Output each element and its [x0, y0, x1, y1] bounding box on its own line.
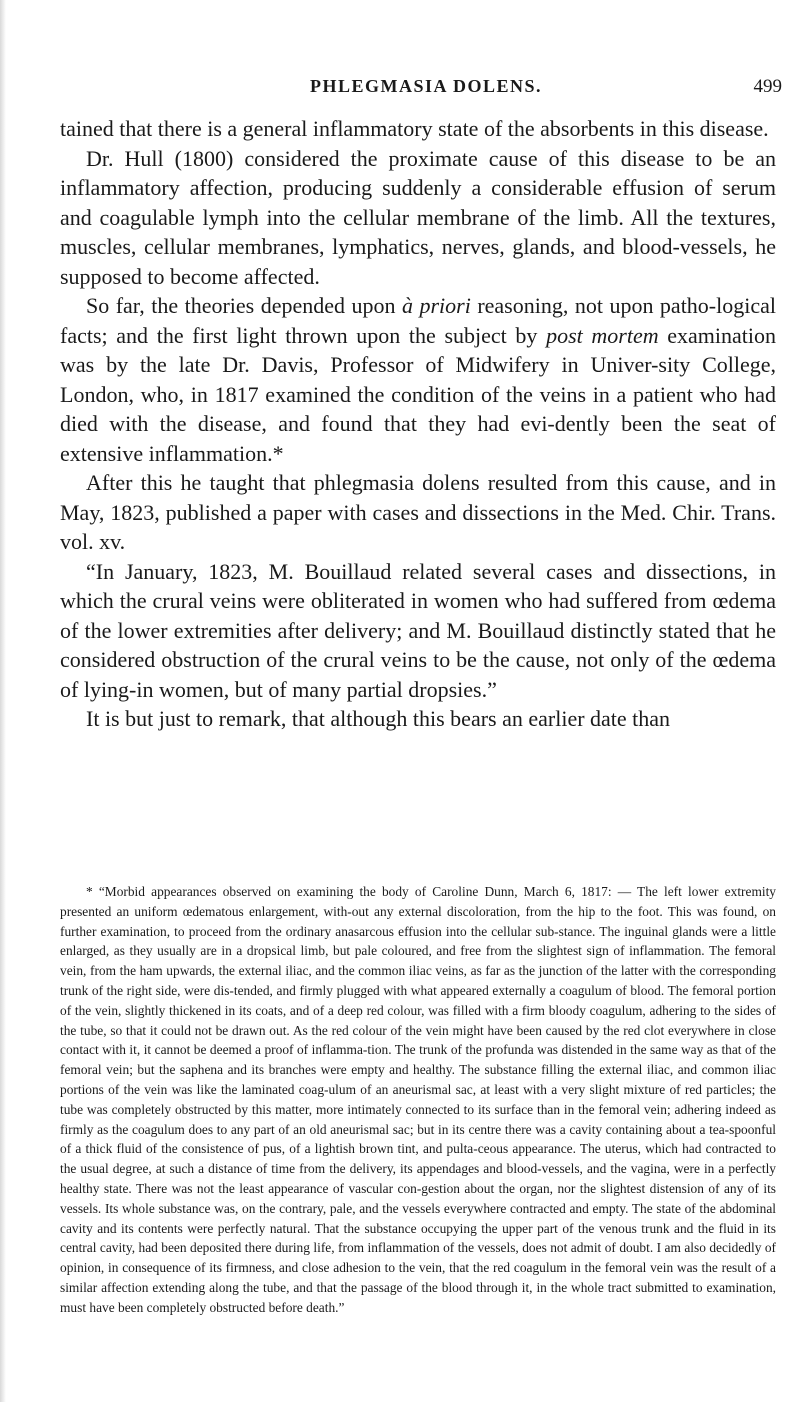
- running-head: [70, 76, 782, 102]
- paragraph-3-part-c: examination was by the late Dr. Davis, Professor of Midwifery in Univer-sity College, London, who, in 1817 examined the condition of the veins in a patient who had died with the disease, and found that they had evi-dently been the seat of extensive inflammation.*: [60, 322, 777, 466]
- paragraph-4: After this he taught that phlegmasia dolens resulted from this cause, and in May, 1823, published a paper with cases and dissections in the Med. Chir. Trans. vol. xv.: [60, 470, 776, 554]
- paragraph-3-part-b: reasoning, not upon patho-logical facts; and the first light thrown upon the subject by: [60, 293, 776, 348]
- paragraph-3-part-a: So far, the theories depended upon: [86, 293, 402, 318]
- paragraph-1: tained that there is a general inflammatory state of the absorbents in this disease.: [60, 116, 769, 141]
- running-title: PHLEGMASIA DOLENS.: [309, 76, 543, 96]
- paragraph-6: It is but just to remark, that although this bears an earlier date than: [86, 706, 671, 731]
- post-mortem-italic: post mortem: [546, 322, 659, 348]
- paragraph-2: Dr. Hull (1800) considered the proximate cause of this disease to be an inflammatory affection, producing suddenly a considerable effusion of serum and coagulable lymph into the cellular membrane of the limb. All the textures, muscles, cellular membranes, lymphatics, nerves, glands, and blood-vessels, he supposed to become affected.: [60, 145, 776, 289]
- paragraph-5: “In January, 1823, M. Bouillaud related several cases and dissections, in which the crural veins were obliterated in women who had suffered from œdema of the lower extremities after delivery; and M. Bouillaud distinctly stated that he considered obstruction of the crural veins to be the cause, not only of the œdema of lying-in women, but of many partial dropsies.”: [60, 558, 776, 702]
- page-edge-shadow: [0, 0, 6, 1402]
- page-number: 499: [753, 76, 782, 97]
- footnote: * “Morbid appearances observed on examining the body of Caroline Dunn, March 6, 1817: — The left lower extremity presented an uniform œdematous enlargement, with-out any external discoloration, from the hip to the foot. This was found, on further examination, to proceed from the ordinary anasarcous effusion into the cellular sub-stance. The inguinal glands were a little enlarged, as they usually are in a dropsical limb, but pale coloured, and free from the slightest sign of inflammation. The femoral vein, from the ham upwards, the external iliac, and the common iliac veins, as far as the junction of the latter with the corresponding trunk of the right side, were dis-tended, and firmly plugged with what appeared externally a coagulum of blood. The femoral portion of the vein, slightly thickened in its coats, and of a deep red colour, was filled with a firm bloody coagulum, adhering to the sides of the tube, so that it could not be drawn out. As the red colour of the vein might have been caused by the red clot everywhere in close contact with it, it cannot be deemed a proof of inflamma-tion. The trunk of the profunda was distended in the same way as that of the femoral vein; but the saphena and its branches were empty and healthy. The substance filling the external iliac, and common iliac portions of the vein was like the laminated coag-ulum of an aneurismal sac, at least with a very slight mixture of red particles; the tube was completely obstructed by this matter, more intimately connected to its surface than in the femoral vein; adhering indeed as firmly as the coagulum does to any part of an old aneurismal sac; but in its centre there was a cavity containing about a tea-spoonful of a thick fluid of the consistence of pus, of a lightish brown tint, and pulta-ceous appearance. The uterus, which had contracted to the usual degree, at such a distance of time from the delivery, its appendages and blood-vessels, and the vagina, were in a perfectly healthy state. There was not the least appearance of vascular con-gestion about the organ, nor the slightest distension of any of its vessels. Its whole substance was, on the contrary, pale, and the vessels everywhere contracted and empty. The state of the abdominal cavity and its contents were perfectly natural. That the substance occupying the upper part of the venous trunk and the fluid in its central cavity, had been deposited there during life, from inflammation of the vessels, does not admit of doubt. I am also decidedly of opinion, in consequence of its firmness, and close adhesion to the vein, that the red coagulum in the femoral vein was the result of a similar affection extending along the tube, and that the passage of the blood through it, in the whole tract submitted to examination, must have been completely obstructed before death.”: [60, 884, 776, 1315]
- a-priori-italic: à priori: [402, 293, 471, 318]
- paragraph-3: [60, 291, 776, 468]
- main-text: [60, 114, 776, 734]
